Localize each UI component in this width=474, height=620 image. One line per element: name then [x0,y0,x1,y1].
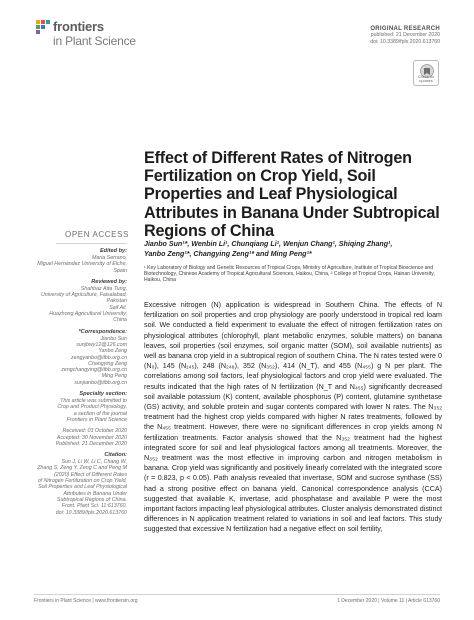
abstract [144,300,442,535]
article-sidebar [34,243,127,521]
author-line: Yanbo Zeng¹*, Changying Zeng¹* and Ming Peng¹* [144,249,312,258]
article-meta [370,26,440,45]
corr-email-link[interactable]: sunjbwy12@126.com [76,341,127,348]
corr-email-link[interactable]: zengchangying@itbb.org.cn [61,367,127,374]
citation-line: Soil Properties and Leaf Physiological [38,484,127,491]
footer-journal-link[interactable]: Frontiers in Plant Science | www.frontiersin.org [34,598,138,604]
accepted-date: Accepted: 30 November 2020 [56,434,127,441]
article-title: Effect of Different Rates of Nitrogen Fertilization on Crop Yield, Soil Properties and Leaf Physiological Attributes in Banana Under Subtropical Regions of China [144,149,440,240]
reviewer-line: University of Agriculture, Faisalabad, [40,292,127,299]
open-access-label: OPEN ACCESS [65,230,129,239]
specialty-line: a section of the journal [73,410,127,417]
specialty-line: Crop and Product Physiology, [57,404,127,411]
reviewer-line: China [113,317,127,324]
specialty-heading: Specialty section: [79,391,127,398]
affiliations [144,265,444,285]
correspondence-heading: *Correspondence: [78,328,127,335]
specialty-line: Frontiers in Plant Science [66,416,127,423]
edited-by-heading: Edited by: [99,248,127,254]
reviewer-line: Huazhong Agricultural University, [49,311,127,318]
citation-line: (2020) Effect of Different Rates [53,471,127,478]
received-date: Received: 03 October 2020 [62,428,127,435]
logo-journal: in Plant Science [53,34,136,48]
reviewed-by-section [34,279,127,324]
published-date: published: 21 December 2020 [370,32,440,39]
correspondence-section [34,329,127,386]
reviewer-line: Saif Ali, [109,304,127,311]
citation-heading: Citation: [104,452,127,459]
editor-line: Maria Serrano, [91,255,127,261]
edited-by-section [34,248,127,274]
specialty-line: This article was submitted to [60,398,127,405]
reviewed-by-heading: Reviewed by: [91,278,127,285]
dates-section [34,428,127,447]
corr-email-link[interactable]: zengyanbo@itbb.org.cn [70,354,127,361]
doi-link[interactable]: doi: 10.3389/fpls.2020.613760 [370,38,440,45]
citation-line: Attributes in Banana Under [63,490,127,497]
citation-line: Zhang S, Zeng Y, Zeng C and Peng M [37,465,127,472]
citation-line: Subtropical Regions of China. [56,496,127,503]
sidebar-divider [56,243,127,244]
footer-divider [34,594,440,595]
corr-name: Jianbo Sun [100,335,127,342]
reviewer-line: Pakistan [106,298,127,305]
corr-email-link[interactable]: sunjianbo@itbb.org.cn [74,379,127,386]
editor-line: Miguel Hernández University of Elche, [37,261,127,268]
corr-name: Yanbo Zeng [98,348,127,355]
affiliation-text: ¹ Key Laboratory of Biology and Genetic Resources of Tropical Crops, Ministry of Agriculture, Institute of Tropical Bioscience and Biotechnology, Chinese Academy of Tropical Agricultural Sciences, Haikou, China, ² College of Tropical Crops, Hainan University, Haikou, China [144,265,435,284]
journal-logo[interactable] [34,17,144,51]
footer-issue-info: 1 December 2020 | Volume 11 | Article 613760 [337,598,440,604]
abstract-text: Excessive nitrogen (N) application is widespread in Southern China. The effects of N fertilization on soil properties and crop physiology are poorly understood in tropical red loam soil. We conducted a field experiment to evaluate the effect of nitrogen fertilization rates on physiological attributes (chlorophyll, plant metabolic enzymes, soluble matters) on banana leaves, soil properties (soil enzymes, soil organic matter (SOM), soil available nutrients) as well as banana crop yield in a subtropical region of southern China. The N rates tested were 0 (N₀), 145 (N₁₄₅), 248 (N₂₄₈), 352 (N₃₅₂), 414 (N_T), and 455 (N₄₅₅) g N per plant. The correlations among soil factors, leaf physiological factors and crop yield were evaluated. The results indicated that the high rates of N fertilization (N_T and N₄₅₅) significantly decreased soil available potassium (K) content, available phosphorus (P) content, glutamine synthetase (GS) activity, and soluble protein and sugar contents compared with lower N rates. The N₃₅₂ treatment had the highest crop yields compared with higher N rates treatments, followed by the N₄₅₅ treatment. However, there were no significant differences in crop yields among N fertilization treatments. Factor analysis showed that the N₃₅₂ treatment had the highest integrated score for soil and leaf physiological factors among all treatments. Moreover, the N₃₅₂ treatment was the most effective in improving carbon and nitrogen metabolism in banana. Crop yield was significantly and positively linearly correlated with the integrated score (r = 0.823, p < 0.05). Path analysis revealed that invertase, SOM and sucrose synthase (SS) had a strong positive effect on banana yield. Canonical correspondence analysis (CCA) suggested that available K, invertase, acid phosphatase and available P were the most important factors impacting leaf physiological attributes. Cluster analysis demonstrated distinct differences in N application treatment related to variations in soil and leaf factors. This study suggested that excessive N fertilization had a negative effect on soil fertility, [144,301,442,534]
check-updates-button[interactable] [413,60,439,86]
corr-name: Changying Zeng [88,360,127,367]
citation-line: of Nitrogen Fertilization on Crop Yield, [37,478,127,485]
logo-brand: frontiers [53,19,104,34]
author-line: Jianbo Sun¹*, Wenbin Li¹, Chunqiang Li¹, Wenjun Chang¹, Shiqing Zhang¹, [144,240,393,248]
reviewer-line: Shahbaz Atta Tung, [80,285,127,292]
article-type: ORIGINAL RESEARCH [370,26,440,32]
citation-line: Front. Plant Sci. 11:613760. [61,503,127,510]
citation-line: Sun J, Li W, Li C, Chang W, [61,459,127,466]
published-date-line: Published: 21 December 2020 [55,440,127,447]
author-list [144,240,444,259]
editor-line: Spain [113,267,127,274]
citation-doi-link[interactable]: doi: 10.3389/fpls.2020.613760 [55,509,127,516]
corr-name: Ming Peng [101,373,127,380]
specialty-section [34,391,127,423]
citation-section [34,452,127,516]
check-updates-label: Check for updates [417,75,435,83]
